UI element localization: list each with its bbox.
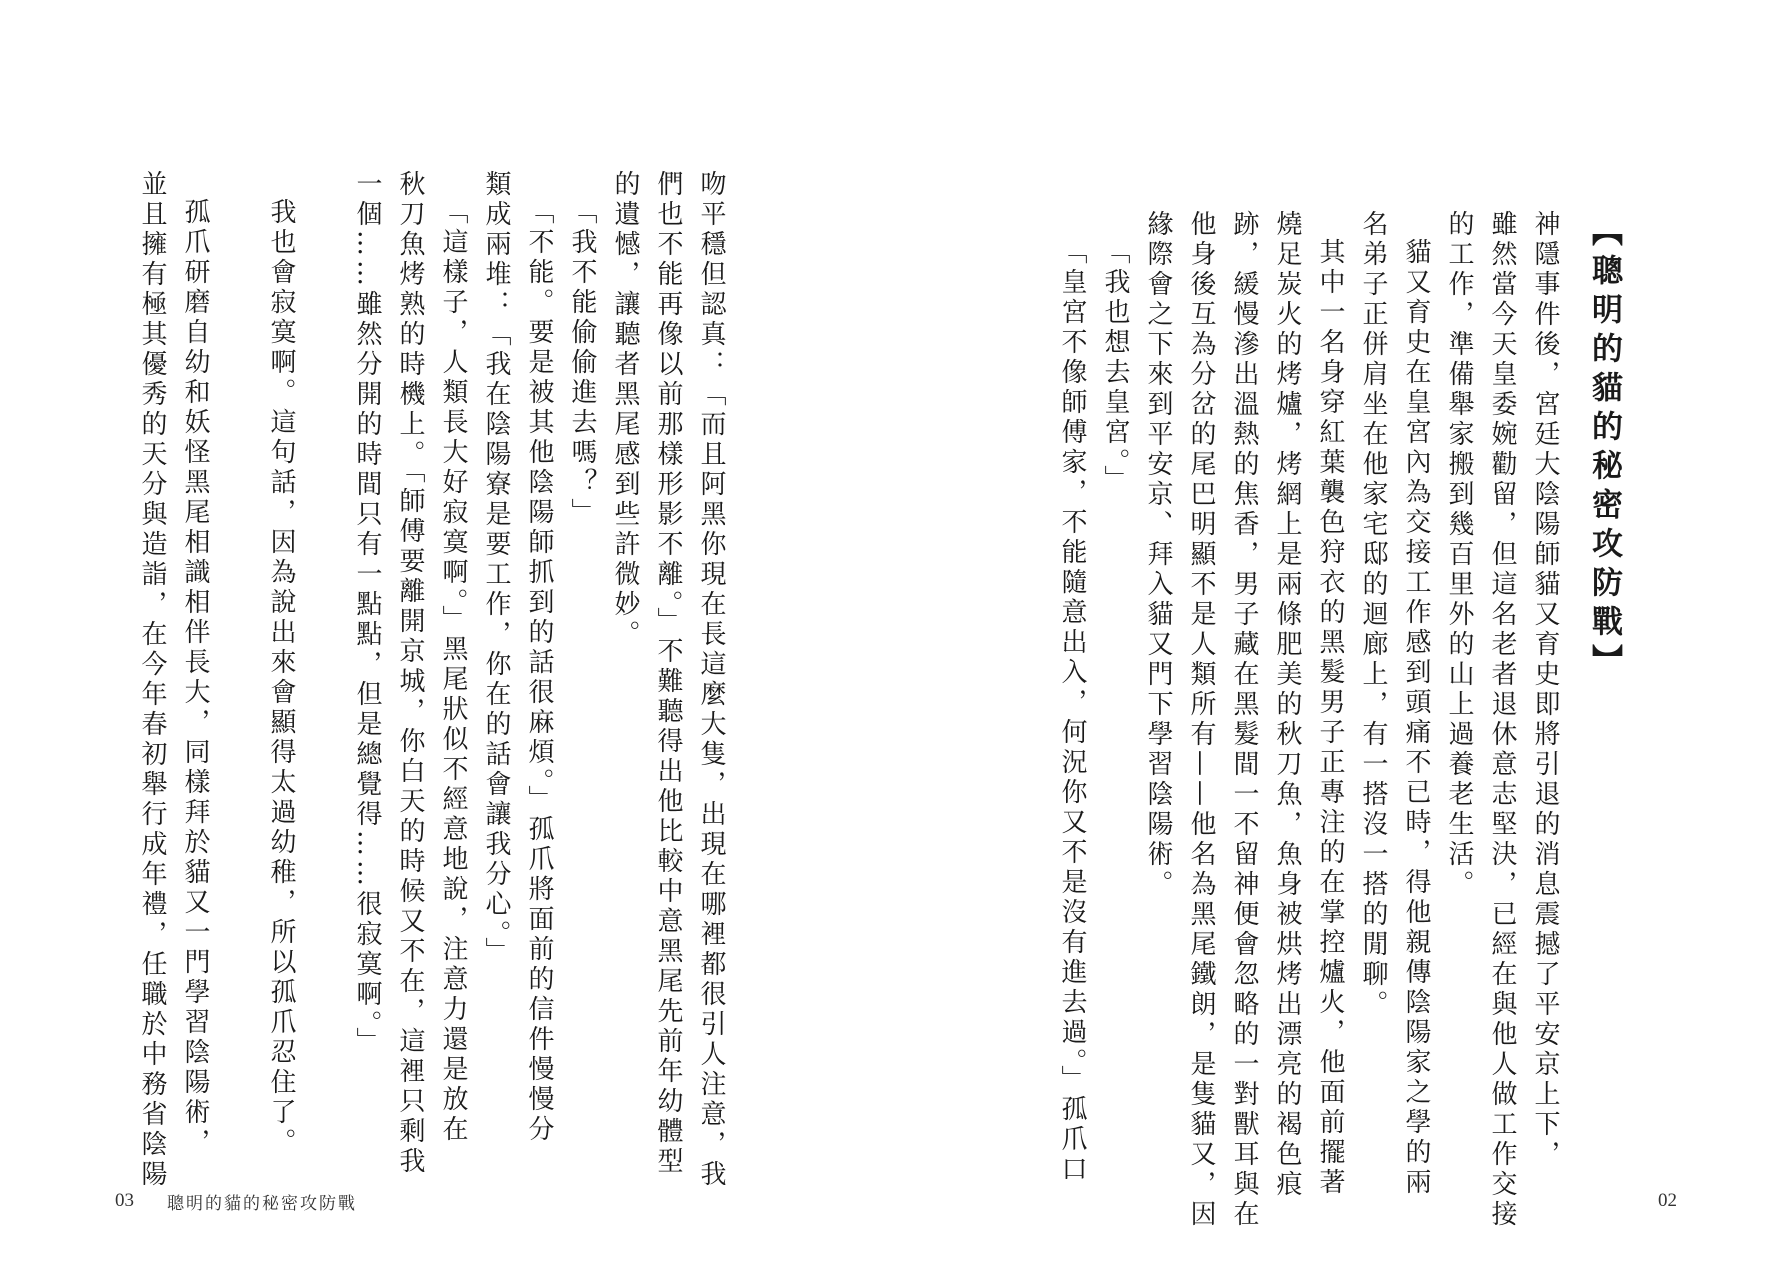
paragraph-line: 神隱事件後，宮廷大陰陽師貓又育史即將引退的消息震撼了平安京上下， — [1530, 210, 1560, 1170]
right-page-body — [1050, 210, 1566, 1230]
paragraph-line: 孤爪研磨自幼和妖怪黑尾相識相伴長大，同樣拜於貓又一門學習陰陽術， — [180, 198, 210, 1158]
paragraph-line: 類成兩堆：「我在陰陽寮是要工作，你在的話會讓我分心。」 — [481, 170, 511, 967]
paragraph-line: 秋刀魚烤熟的時機上。「師傅要離開京城，你白天的時候又不在，這裡只剩我 — [395, 170, 425, 1177]
blank-line — [216, 170, 259, 1190]
running-title: 聰明的貓的秘密攻防戰 — [167, 1194, 357, 1214]
paragraph-line: 「我也想去皇宮。」 — [1100, 238, 1130, 495]
paragraph-line: 名弟子正併肩坐在他家宅邸的迴廊上，有一搭沒一搭的閒聊。 — [1358, 210, 1388, 1020]
paragraph-line: 一個……雖然分開的時間只有一點點，但是總覺得……很寂寞啊。」 — [352, 170, 382, 1057]
page-number-left: 03 — [115, 1190, 134, 1211]
paragraph-line: 「我不能偷偷進去嗎？」 — [567, 198, 597, 528]
paragraph-line: 並且擁有極其優秀的天分與造詣，在今年春初舉行成年禮，任職於中務省陰陽 — [137, 170, 167, 1190]
paragraph-line: 貓又育史在皇宮內為交接工作感到頭痛不已時，得他親傳陰陽家之學的兩 — [1401, 238, 1431, 1198]
paragraph-line: 吻平穩但認真：「而且阿黑你現在長這麼大隻，出現在哪裡都很引人注意，我 — [696, 170, 726, 1190]
page-number-right: 02 — [1658, 1190, 1677, 1211]
left-page-body — [130, 170, 732, 1190]
paragraph-line: 的工作，準備舉家搬到幾百里外的山上過養老生活。 — [1444, 210, 1474, 900]
paragraph-line: 雖然當今天皇委婉勸留，但這名老者退休意志堅決，已經在與他人做工作交接 — [1487, 210, 1517, 1230]
paragraph-line: 的遺憾，讓聽者黑尾感到些許微妙。 — [610, 170, 640, 650]
paragraph-line: 我也會寂寞啊。這句話，因為說出來會顯得太過幼稚，所以孤爪忍住了。 — [266, 198, 296, 1158]
paragraph-line: 跡，緩慢滲出溫熱的焦香，男子藏在黑髮間一不留神便會忽略的一對獸耳與在 — [1229, 210, 1259, 1230]
paragraph-line: 他身後互為分岔的尾巴明顯不是人類所有——他名為黑尾鐵朗，是隻貓又，因 — [1186, 210, 1216, 1230]
paragraph-line: 們也不能再像以前那樣形影不離。」不難聽得出他比較中意黑尾先前年幼體型 — [653, 170, 683, 1177]
paragraph-line: 其中一名身穿紅葉襲色狩衣的黑髮男子正專注的在掌控爐火，他面前擺著 — [1315, 238, 1345, 1198]
chapter-title: 【聰明的貓的秘密攻防戰】 — [1586, 215, 1622, 683]
blank-line — [302, 170, 345, 1190]
paragraph-line: 「這樣子，人類長大好寂寞啊。」黑尾狀似不經意地說，注意力還是放在 — [438, 198, 468, 1145]
paragraph-line: 「不能。要是被其他陰陽師抓到的話很麻煩。」孤爪將面前的信件慢慢分 — [524, 198, 554, 1145]
paragraph-line: 燒足炭火的烤爐，烤網上是兩條肥美的秋刀魚，魚身被烘烤出漂亮的褐色痕 — [1272, 210, 1302, 1200]
paragraph-line: 緣際會之下來到平安京、拜入貓又門下學習陰陽術。 — [1143, 210, 1173, 900]
paragraph-line: 「皇宮不像師傅家，不能隨意出入，何況你又不是沒有進去過。」孤爪口 — [1057, 238, 1087, 1185]
